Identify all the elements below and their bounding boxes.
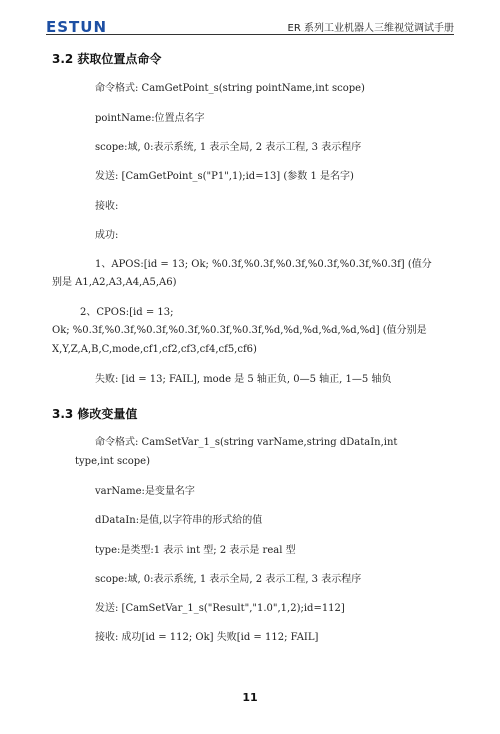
- cpos-line-2: Ok; %0.3f,%0.3f,%0.3f,%0.3f,%0.3f,%0.3f,%d,%d,%d,%d,%d,%d] (值分别是: [52, 325, 427, 336]
- param-pointname: pointName:位置点名字: [95, 113, 205, 124]
- param-scope-2: scope:域, 0:表示系统, 1 表示全局, 2 表示工程, 3 表示程序: [95, 574, 362, 585]
- receive-result: 接收: 成功[id = 112; Ok] 失败[id = 112; FAIL]: [95, 632, 319, 643]
- command-format: 命令格式: CamGetPoint_s(string pointName,int scope): [95, 83, 365, 94]
- estun-logo: ESTUN: [46, 18, 108, 36]
- page-header: [46, 14, 454, 36]
- header-divider: [46, 34, 454, 35]
- section-heading-3-3: 3.3 修改变量值: [52, 407, 138, 421]
- send-example-2: 发送: [CamSetVar_1_s("Result","1.0",1,2);id=112]: [95, 603, 345, 614]
- param-scope: scope:域, 0:表示系统, 1 表示全局, 2 表示工程, 3 表示程序: [95, 142, 362, 153]
- receive-label: 接收:: [95, 201, 119, 212]
- param-varname: varName:是变量名字: [95, 486, 195, 497]
- apos-line-2: 别是 A1,A2,A3,A4,A5,A6): [52, 277, 177, 288]
- success-label: 成功:: [95, 230, 119, 241]
- cpos-line-1: 2、CPOS:[id = 13;: [80, 307, 174, 318]
- command-format-line-1: 命令格式: CamSetVar_1_s(string varName,string dDataIn,int: [95, 437, 398, 448]
- send-example: 发送: [CamGetPoint_s("P1",1);id=13] (参数 1 是名字): [95, 171, 354, 182]
- param-ddatain: dDataIn:是值,以字符串的形式给的值: [95, 515, 263, 526]
- fail-description: 失败: [id = 13; FAIL], mode 是 5 轴正负, 0—5 轴正, 1—5 轴负: [95, 374, 392, 385]
- apos-line-1: 1、APOS:[id = 13; Ok; %0.3f,%0.3f,%0.3f,%0.3f,%0.3f,%0.3f] (值分: [95, 259, 432, 270]
- param-type: type:是类型:1 表示 int 型; 2 表示是 real 型: [95, 545, 296, 556]
- section-heading-3-2: 3.2 获取位置点命令: [52, 52, 162, 66]
- command-format-line-2: type,int scope): [75, 456, 150, 467]
- manual-title: ER 系列工业机器人三维视觉调试手册: [287, 23, 454, 34]
- page-number: 11: [242, 691, 258, 704]
- cpos-line-3: X,Y,Z,A,B,C,mode,cf1,cf2,cf3,cf4,cf5,cf6): [52, 344, 257, 355]
